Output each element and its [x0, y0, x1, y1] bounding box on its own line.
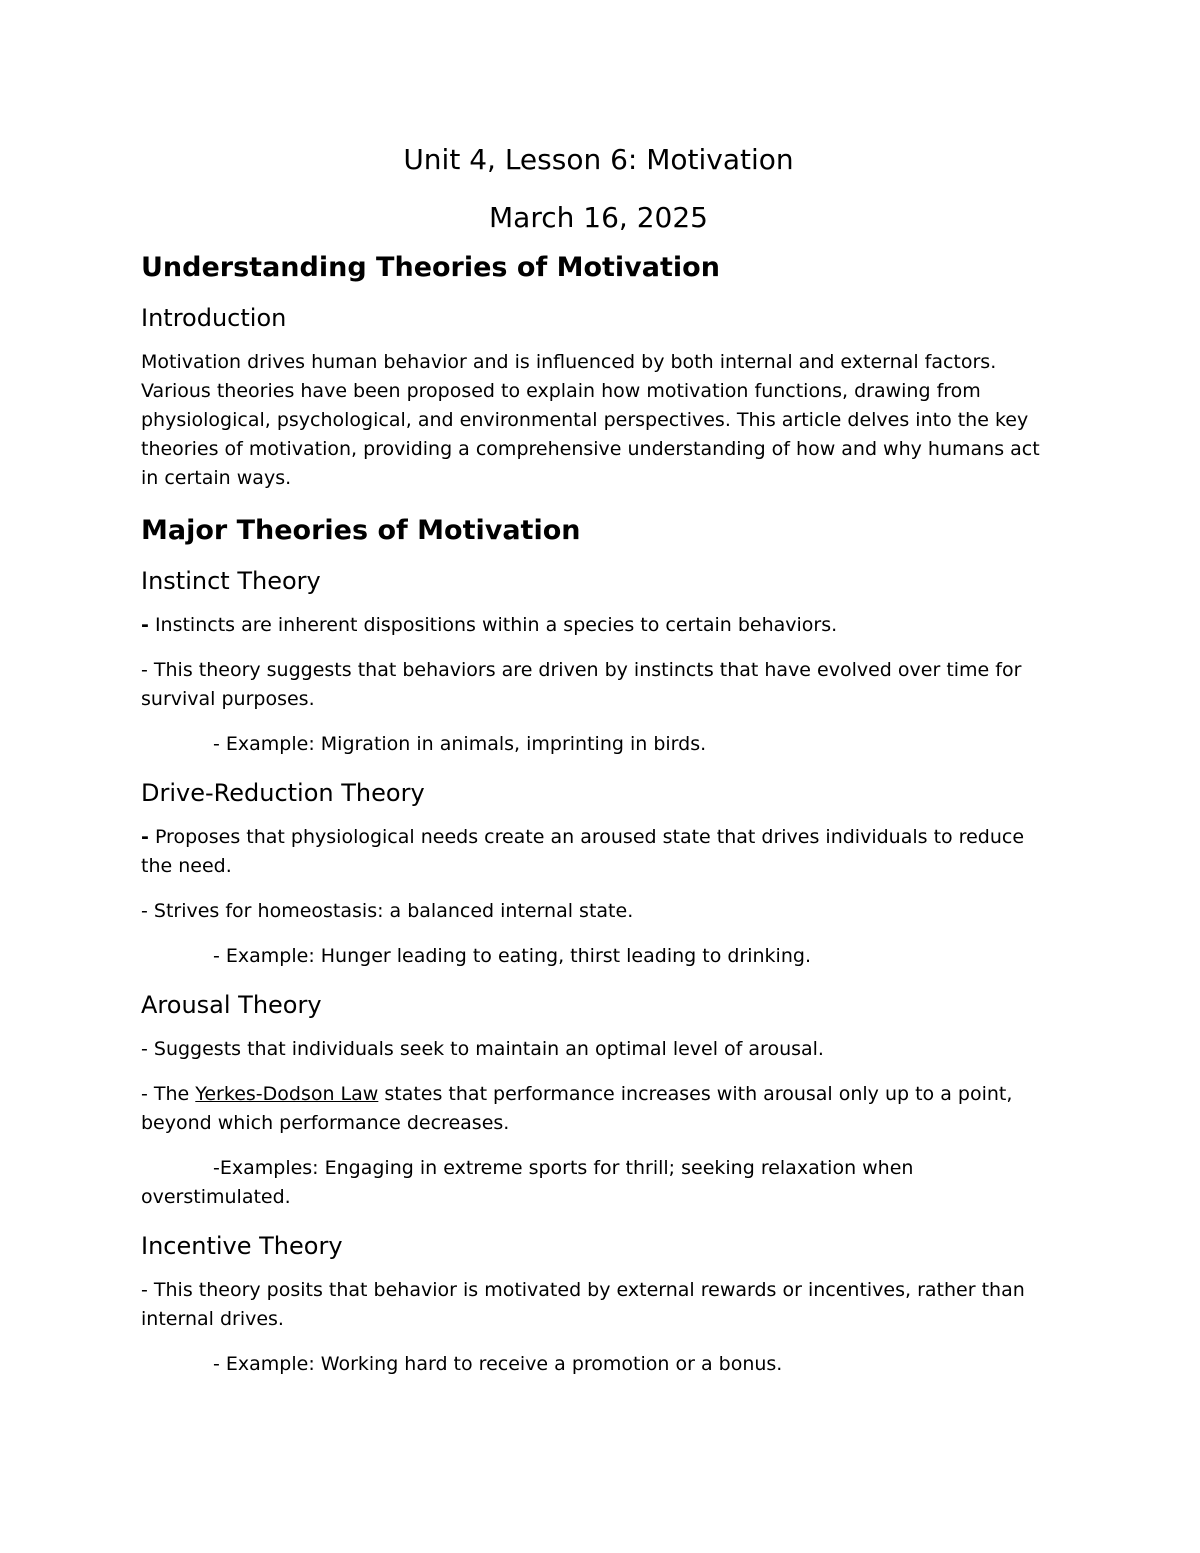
arousal-point-2-pre: - The	[141, 1083, 196, 1105]
instinct-point-1-text: Instincts are inherent dispositions within a species to certain behaviors.	[154, 614, 838, 636]
bullet-dash: -	[141, 614, 149, 636]
arousal-point-1: - Suggests that individuals seek to maintain an optimal level of arousal.	[141, 1038, 824, 1060]
arousal-heading: Arousal Theory	[141, 991, 322, 1019]
drive-heading: Drive-Reduction Theory	[141, 779, 425, 807]
arousal-point-2-post: states that performance increases with arousal only up to a point, beyond which performance decreases.	[141, 1083, 1013, 1134]
incentive-example: - Example: Working hard to receive a promotion or a bonus.	[213, 1353, 783, 1375]
incentive-heading: Incentive Theory	[141, 1232, 343, 1260]
drive-point-2: - Strives for homeostasis: a balanced internal state.	[141, 900, 634, 922]
document-page	[141, 140, 1056, 1395]
drive-example: - Example: Hunger leading to eating, thirst leading to drinking.	[213, 945, 811, 967]
drive-point-1-text: Proposes that physiological needs create an aroused state that drives individuals to reduce the need.	[141, 826, 1025, 877]
document-title: Unit 4, Lesson 6: Motivation	[403, 143, 794, 176]
document-date: March 16, 2025	[489, 201, 708, 234]
instinct-example: - Example: Migration in animals, imprinting in birds.	[213, 733, 707, 755]
main-heading: Understanding Theories of Motivation	[141, 252, 720, 283]
instinct-point-1	[141, 611, 1056, 640]
intro-heading: Introduction	[141, 304, 287, 332]
incentive-point-1: - This theory posits that behavior is motivated by external rewards or incentives, rather than internal drives.	[141, 1279, 1025, 1330]
intro-paragraph: Motivation drives human behavior and is influenced by both internal and external factors. Various theories have been proposed to explain how motivation functions, drawing from physiological, psychological, and environmental perspectives. This article delves into the key theories of motivation, providing a comprehensive understanding of how and why humans act in certain ways.	[141, 351, 1040, 489]
major-theories-heading: Major Theories of Motivation	[141, 515, 581, 546]
instinct-point-2: - This theory suggests that behaviors are driven by instincts that have evolved over time for survival purposes.	[141, 659, 1022, 710]
bullet-dash: -	[141, 826, 149, 848]
yerkes-dodson-link[interactable]: Yerkes-Dodson Law	[195, 1083, 379, 1105]
arousal-point-2	[141, 1080, 1056, 1138]
drive-point-1	[141, 823, 1056, 881]
instinct-heading: Instinct Theory	[141, 567, 321, 595]
arousal-example: -Examples: Engaging in extreme sports for thrill; seeking relaxation when overstimulated.	[141, 1157, 914, 1208]
